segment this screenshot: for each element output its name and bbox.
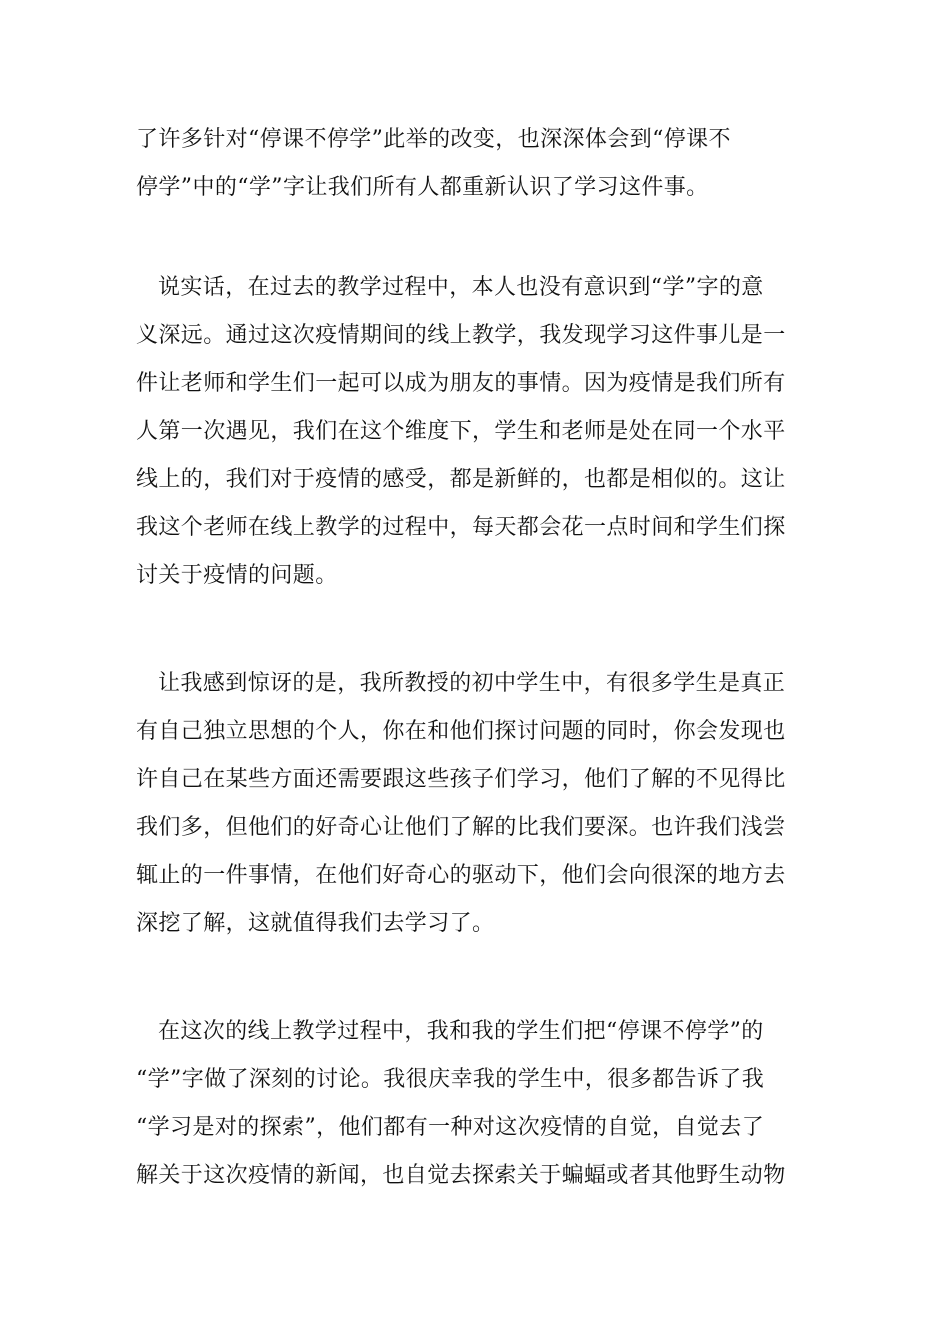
text-line: 深挖了解，这就值得我们去学习了。	[136, 911, 495, 936]
text-line: 我这个老师在线上教学的过程中，每天都会花一点时间和学生们探	[136, 515, 786, 540]
text-line: 让我感到惊讶的是，我所教授的初中学生中，有很多学生是真正	[158, 671, 786, 696]
text-line: 人第一次遇见，我们在这个维度下，学生和老师是处在同一个水平	[136, 419, 786, 444]
text-line: 线上的，我们对于疫情的感受，都是新鲜的，也都是相似的。这让	[136, 467, 786, 492]
text-line: 我们多，但他们的好奇心让他们了解的比我们要深。也许我们浅尝	[136, 815, 786, 840]
text-line: 说实话，在过去的教学过程中，本人也没有意识到“学”字的意	[158, 275, 764, 300]
text-line: 许自己在某些方面还需要跟这些孩子们学习，他们了解的不见得比	[136, 767, 786, 792]
text-line: 件让老师和学生们一起可以成为朋友的事情。因为疫情是我们所有	[136, 371, 786, 396]
text-line: 在这次的线上教学过程中，我和我的学生们把“停课不停学”的	[158, 1019, 764, 1044]
text-line: 义深远。通过这次疫情期间的线上教学，我发现学习这件事儿是一	[136, 323, 786, 348]
text-line: 解关于这次疫情的新闻，也自觉去探索关于蝙蝠或者其他野生动物	[136, 1163, 786, 1188]
paragraph	[136, 264, 806, 600]
text-line: 停学”中的“学”字让我们所有人都重新认识了学习这件事。	[136, 175, 709, 200]
paragraph	[136, 116, 806, 212]
text-line: “学”字做了深刻的讨论。我很庆幸我的学生中，很多都告诉了我	[136, 1067, 765, 1092]
paragraph	[136, 1008, 806, 1200]
text-line: 讨关于疫情的问题。	[136, 563, 338, 588]
text-line: 了许多针对“停课不停学”此举的改变，也深深体会到“停课不	[136, 127, 731, 152]
text-line: “学习是对的探索”，他们都有一种对这次疫情的自觉，自觉去了	[136, 1115, 765, 1140]
text-line: 有自己独立思想的个人，你在和他们探讨问题的同时，你会发现也	[136, 719, 786, 744]
text-line: 辄止的一件事情，在他们好奇心的驱动下，他们会向很深的地方去	[136, 863, 786, 888]
paragraph	[136, 660, 806, 948]
